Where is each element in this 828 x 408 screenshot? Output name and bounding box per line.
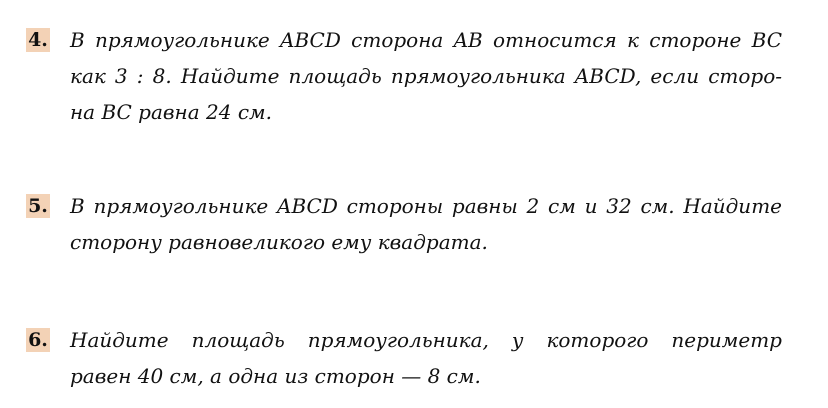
problem-text-line: сторону равновеликого ему квадрата. (70, 230, 488, 254)
problem-number: 4. (26, 28, 50, 52)
problem-text (70, 322, 782, 394)
problem-text-line: Найдите площадь прямоугольника, у которого периметр (70, 328, 782, 352)
problem-text-line: В прямоугольнике ABCD стороны равны 2 см и 32 см. Найдите (70, 194, 782, 218)
problem-number: 5. (26, 194, 50, 218)
problem-text-line: как 3 : 8. Найдите площадь прямоугольника ABCD, если сторо- (70, 64, 782, 88)
problem-text-line: равен 40 см, а одна из сторон — 8 см. (70, 364, 481, 388)
problem-text-line: на BC равна 24 см. (70, 100, 272, 124)
problem-text-line: В прямоугольнике ABCD сторона AB относится к стороне BC (70, 28, 782, 52)
problem-text (70, 188, 782, 260)
problem-number: 6. (26, 328, 50, 352)
problem-text (70, 22, 782, 130)
